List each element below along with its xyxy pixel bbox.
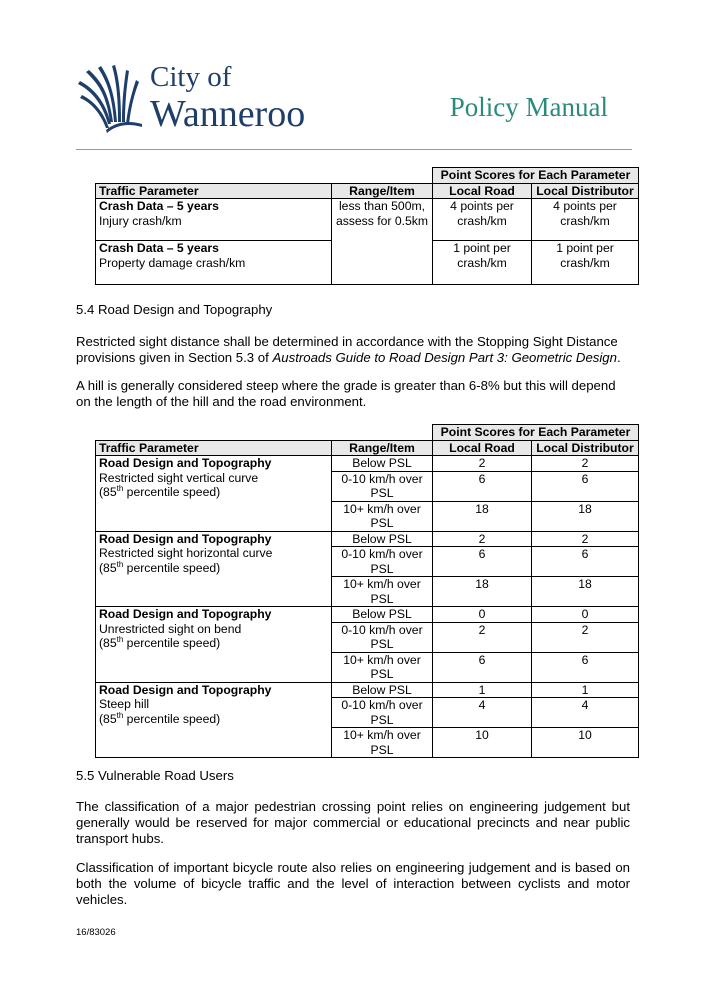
manual-title: Policy Manual bbox=[449, 92, 608, 122]
local-road-cell: 2 bbox=[433, 531, 532, 547]
group-header: Point Scores for Each Parameter bbox=[433, 168, 639, 184]
col-header-local-distributor: Local Distributor bbox=[532, 440, 639, 456]
local-road-cell: 0 bbox=[433, 607, 532, 623]
param-cell bbox=[96, 607, 332, 683]
param-title: Road Design and Topography bbox=[99, 682, 272, 697]
local-distributor-cell: 6 bbox=[532, 547, 639, 577]
local-road-cell: 18 bbox=[433, 577, 532, 607]
local-road-cell: 10 bbox=[433, 728, 532, 758]
local-distributor-cell: 4 points per crash/km bbox=[532, 199, 639, 241]
range-cell: 10+ km/h over PSL bbox=[332, 728, 433, 758]
crash-data-table bbox=[95, 167, 639, 285]
percentile-prefix: (85 bbox=[99, 485, 117, 499]
param-desc: Unrestricted sight on bend bbox=[99, 621, 242, 636]
percentile-text: percentile speed) bbox=[123, 485, 221, 499]
range-cell: 10+ km/h over PSL bbox=[332, 501, 433, 531]
local-road-cell: 6 bbox=[433, 547, 532, 577]
local-distributor-cell: 2 bbox=[532, 622, 639, 652]
local-distributor-cell: 2 bbox=[532, 531, 639, 547]
param-desc: Property damage crash/km bbox=[99, 255, 246, 270]
percentile-note bbox=[99, 561, 220, 575]
percentile-prefix: (85 bbox=[99, 636, 117, 650]
reference-title: Austroads Guide to Road Design Part 3: Geometric Design bbox=[272, 350, 617, 365]
col-header-range-item: Range/Item bbox=[332, 183, 433, 199]
range-cell: less than 500m, assess for 0.5km bbox=[332, 199, 433, 241]
paragraph-pedestrian-crossing: The classification of a major pedestrian crossing point relies on engineering judgement but generally would be reserved for major commercial or educational precincts and near public transport hubs. bbox=[76, 799, 630, 846]
paragraph-steep-hill: A hill is generally considered steep where the grade is greater than 6-8% but this will depend on the length of the hill and the road environment. bbox=[76, 378, 616, 409]
city-of-wanneroo-logo-icon bbox=[76, 62, 146, 134]
range-cell: Below PSL bbox=[332, 682, 433, 698]
local-road-cell: 6 bbox=[433, 652, 532, 682]
table-row bbox=[96, 456, 639, 472]
percentile-note bbox=[99, 636, 220, 650]
local-road-cell: 1 bbox=[433, 682, 532, 698]
percentile-suffix: th bbox=[116, 483, 124, 493]
local-road-cell: 1 point per crash/km bbox=[433, 241, 532, 285]
range-cell: 0-10 km/h over PSL bbox=[332, 471, 433, 501]
table-row bbox=[96, 531, 639, 547]
range-cell: Below PSL bbox=[332, 607, 433, 623]
param-desc: Restricted sight vertical curve bbox=[99, 470, 259, 485]
param-desc: Steep hill bbox=[99, 697, 150, 711]
param-title: Road Design and Topography bbox=[99, 607, 272, 621]
percentile-note bbox=[99, 712, 220, 726]
local-road-cell: 6 bbox=[433, 471, 532, 501]
paragraph-sight-distance bbox=[76, 334, 630, 366]
range-cell: 10+ km/h over PSL bbox=[332, 652, 433, 682]
param-title: Crash Data – 5 years bbox=[99, 241, 219, 255]
percentile-suffix: th bbox=[116, 559, 124, 569]
local-distributor-cell: 10 bbox=[532, 728, 639, 758]
paragraph-text: Restricted sight distance shall be determined in accordance with the Stopping Sight Distance provisions given in Section 5.3 of bbox=[76, 334, 618, 365]
param-cell bbox=[96, 531, 332, 607]
logo-text-city-of: City of bbox=[150, 61, 232, 93]
local-distributor-cell: 2 bbox=[532, 456, 639, 472]
section-heading-5-5: 5.5 Vulnerable Road Users bbox=[76, 768, 234, 783]
header-divider bbox=[76, 149, 632, 150]
local-distributor-cell: 4 bbox=[532, 698, 639, 728]
percentile-text: percentile speed) bbox=[123, 711, 221, 726]
percentile-note bbox=[99, 485, 220, 499]
col-header-range-item: Range/Item bbox=[332, 440, 433, 456]
param-cell bbox=[96, 682, 332, 758]
table-row bbox=[96, 199, 639, 241]
local-distributor-cell: 18 bbox=[532, 501, 639, 531]
local-road-cell: 4 points per crash/km bbox=[433, 199, 532, 241]
param-title: Road Design and Topography bbox=[99, 531, 272, 546]
range-cell: Below PSL bbox=[332, 531, 433, 547]
percentile-suffix: th bbox=[116, 634, 124, 644]
param-desc: Restricted sight horizontal curve bbox=[99, 546, 273, 560]
local-distributor-cell: 0 bbox=[532, 607, 639, 623]
logo-text-wanneroo: Wanneroo bbox=[150, 93, 306, 135]
param-cell bbox=[96, 199, 332, 241]
local-road-cell: 4 bbox=[433, 698, 532, 728]
group-header: Point Scores for Each Parameter bbox=[433, 425, 639, 441]
range-cell: 0-10 km/h over PSL bbox=[332, 547, 433, 577]
table-row bbox=[96, 241, 639, 285]
local-road-cell: 2 bbox=[433, 456, 532, 472]
percentile-prefix: (85 bbox=[99, 711, 117, 726]
section-heading-5-4: 5.4 Road Design and Topography bbox=[76, 302, 273, 317]
param-desc: Injury crash/km bbox=[99, 213, 182, 228]
paragraph-bicycle-route: Classification of important bicycle route also relies on engineering judgement and is based on both the volume of bicycle traffic and the level of interaction between cyclists and motor vehicles. bbox=[76, 860, 630, 907]
percentile-text: percentile speed) bbox=[123, 560, 221, 575]
range-cell bbox=[332, 241, 433, 285]
col-header-local-road: Local Road bbox=[433, 440, 532, 456]
local-road-cell: 18 bbox=[433, 501, 532, 531]
local-distributor-cell: 18 bbox=[532, 577, 639, 607]
param-title: Road Design and Topography bbox=[99, 456, 272, 470]
table-row bbox=[96, 682, 639, 698]
local-distributor-cell: 6 bbox=[532, 471, 639, 501]
col-header-local-road: Local Road bbox=[433, 183, 532, 199]
range-cell: Below PSL bbox=[332, 456, 433, 472]
percentile-text: percentile speed) bbox=[123, 636, 221, 650]
param-cell bbox=[96, 456, 332, 532]
local-distributor-cell: 1 point per crash/km bbox=[532, 241, 639, 285]
paragraph-text: . bbox=[616, 350, 621, 365]
local-distributor-cell: 6 bbox=[532, 652, 639, 682]
param-title: Crash Data – 5 years bbox=[99, 199, 219, 213]
range-cell: 0-10 km/h over PSL bbox=[332, 698, 433, 728]
col-header-traffic-parameter: Traffic Parameter bbox=[96, 183, 332, 199]
param-cell bbox=[96, 241, 332, 285]
col-header-traffic-parameter: Traffic Parameter bbox=[96, 440, 332, 456]
local-road-cell: 2 bbox=[433, 622, 532, 652]
percentile-prefix: (85 bbox=[99, 560, 117, 575]
range-cell: 10+ km/h over PSL bbox=[332, 577, 433, 607]
table-row bbox=[96, 607, 639, 623]
document-reference: 16/83026 bbox=[76, 927, 116, 938]
range-cell: 0-10 km/h over PSL bbox=[332, 622, 433, 652]
road-design-table bbox=[95, 424, 639, 758]
local-distributor-cell: 1 bbox=[532, 682, 639, 698]
percentile-suffix: th bbox=[116, 710, 124, 720]
col-header-local-distributor: Local Distributor bbox=[532, 183, 639, 199]
